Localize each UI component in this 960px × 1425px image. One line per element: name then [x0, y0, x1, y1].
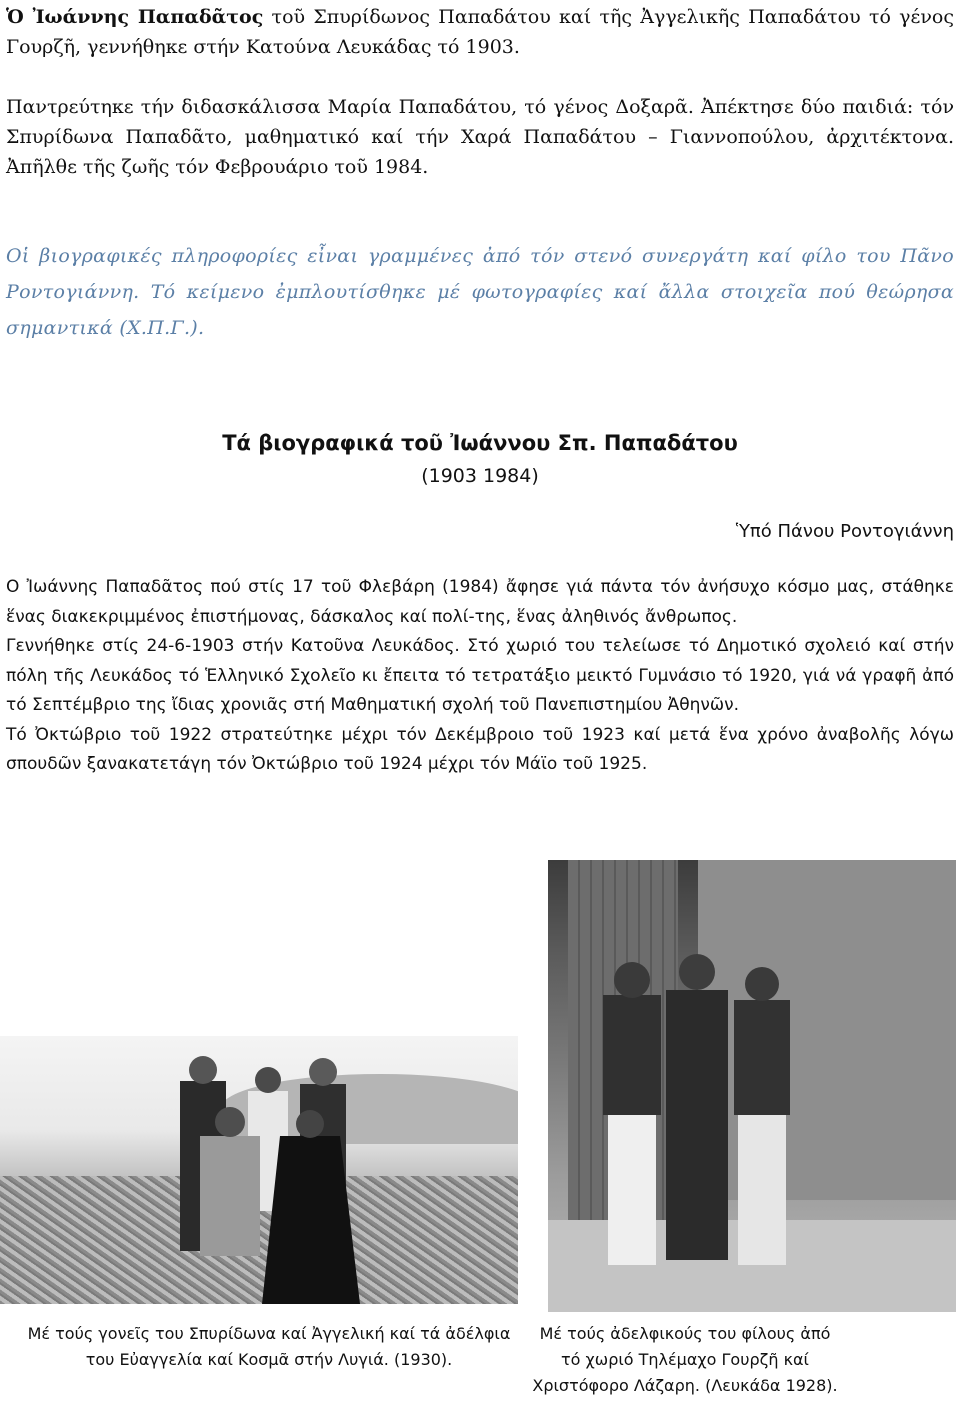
family-figures [0, 1036, 518, 1304]
friends-photo-caption: Μέ τούς ἀδελφικούς του φίλους ἀπό τό χωριό Τηλέμαχο Γουρζῆ καί Χριστόφορο Λάζαρη. (Λευκάδα 1928). [532, 1324, 838, 1395]
intro-line-1-rest: τοῦ Σπυρίδωνος Παπαδάτου καί τῆς Ἀγγελικῆς Παπαδάτου τό γένος Γουρζῆ, γεννήθηκε στήν Κατούνα Λευκάδας τό 1903. [6, 6, 954, 58]
intro-paragraph-1 [6, 2, 954, 62]
friends-photo [548, 860, 956, 1312]
article-body [6, 573, 954, 780]
article-author: Ὑπό Πάνου Ροντογιάννη [735, 521, 954, 542]
editor-note: Οἱ βιογραφικές πληροφορίες εἶναι γραμμένες ἀπό τόν στενό συνεργάτη καί φίλο του Πᾶνο Ροντογιάννη. Τό κείμενο ἐμπλουτίσθηκε μέ φωτογραφίες καί ἄλλα στοιχεῖα πού θεώρησα σημαντικά (Χ.Π.Γ.). [6, 245, 954, 339]
intro-paragraph-2: Παντρεύτηκε τήν διδασκάλισσα Μαρία Παπαδάτου, τό γένος Δοξαρᾶ. Ἀπέκτησε δύο παιδιά: τόν Σπυρίδωνα Παπαδᾶτο, μαθηματικό καί τήν Χαρά Παπαδάτου – Γιαννοπούλου, ἀρχιτέκτονα. Ἀπῆλθε τῆς ζωῆς τόν Φεβρουάριο τοῦ 1984. [6, 96, 954, 178]
article-years: (1903 1984) [421, 465, 539, 487]
article-paragraph: Γεννήθηκε στίς 24-6-1903 στήν Κατοῦνα Λευκάδος. Στό χωριό του τελείωσε τό Δημοτικό σχολειό καί στήν πόλη τῆς Λευκάδος τό Ἑλληνικό Σχολεῖο κι ἔπειτα τό τετρατάξιο μεικτό Γυμνάσιο τό 1920, γιά νά γραφῆ ἀπό τό Σεπτέμβριο της ἴδιας χρονιᾶς στή Μαθηματική σχολή τοῦ Πανεπιστημίου Ἀθηνῶν. [6, 636, 954, 715]
article-title: Τά βιογραφικά τοῦ Ἰωάννου Σπ. Παπαδάτου [222, 431, 738, 455]
article-paragraph: Ο Ἰωάννης Παπαδᾶτος πού στίς 17 τοῦ Φλεβάρη (1984) ἄφησε γιά πάντα τόν ἀνήσυχο κόσμο μας, στάθηκε ἕνας διακεκριμμένος ἐπιστήμονας, δάσκαλος καί πολί-της, ἕνας ἀληθινός ἄνθρωπος. [6, 577, 954, 627]
family-photo-caption: Μέ τούς γονεῖς του Σπυρίδωνα καί Ἀγγελική καί τά ἀδέλφια του Εὐαγγελία καί Κοσμᾶ στήν Λυγιά. (1930). [27, 1324, 511, 1369]
subject-name: Ὁ Ἰωάννης Παπαδᾶτος [6, 6, 264, 28]
friends-figures [548, 860, 956, 1312]
article-paragraph: Τό Ὀκτώβριο τοῦ 1922 στρατεύτηκε μέχρι τόν Δεκέμβροιο τοῦ 1923 καί μετά ἕνα χρόνο ἀναβολῆς λόγω σπουδῶν ξανακατετάγη τόν Ὀκτώβριο τοῦ 1924 μέχρι τόν Μάϊο τοῦ 1925. [6, 724, 954, 774]
family-photo [0, 1036, 518, 1304]
